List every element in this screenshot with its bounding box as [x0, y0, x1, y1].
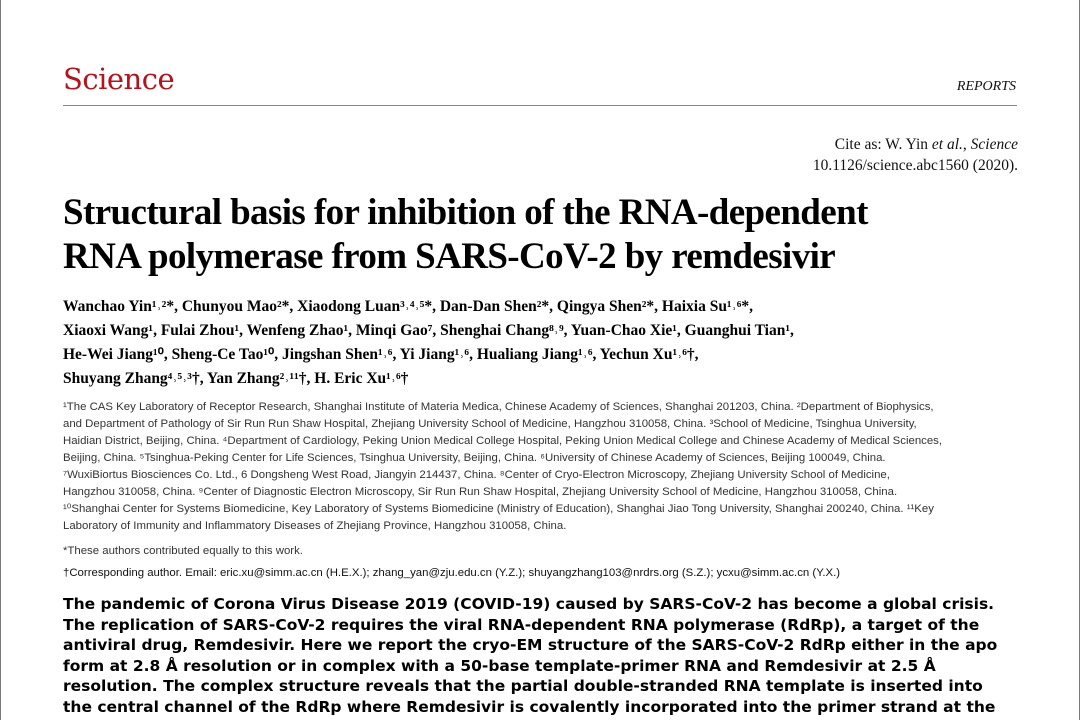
affiliation-line: Beijing, China. ⁵Tsinghua-Peking Center for Life Sciences, Tsinghua University, Beijing, China. ⁶University of Chinese Academy of Sciences, Beijing 100049, China.	[63, 452, 886, 464]
abstract-line: The replication of SARS-CoV-2 requires the viral RNA-dependent RNA polymerase (RdRp), a target of the	[63, 615, 980, 634]
paper-title	[63, 191, 1023, 279]
corresponding-author-note: †Corresponding author. Email: eric.xu@simm.ac.cn (H.E.X.); zhang_yan@zju.edu.cn (Y.Z.); shuyangzhang103@nrdrs.org (S.Z.); ycxu@simm.ac.cn (Y.X.)	[63, 567, 841, 579]
title-line: RNA polymerase from SARS-CoV-2 by remdesivir	[63, 236, 836, 277]
author-list	[63, 295, 1023, 391]
header-rule	[63, 105, 1017, 106]
abstract-line: resolution. The complex structure reveals that the partial double-stranded RNA template is inserted into	[63, 677, 983, 695]
author-line: Shuyang Zhang⁴˒⁵˒³†, Yan Zhang²˒¹¹†, H. Eric Xu¹˒⁶†	[63, 370, 409, 387]
author-line: Xiaoxi Wang¹, Fulai Zhou¹, Wenfeng Zhao¹, Minqi Gao⁷, Shenghai Chang⁸˒⁹, Yuan-Chao Xie¹, Guanghui Tian¹,	[63, 322, 794, 339]
affiliation-line: ¹⁰Shanghai Center for Systems Biomedicine, Key Laboratory of Systems Biomedicine (Ministry of Education), Shanghai Jiao Tong University, Shanghai 200240, China. ¹¹Key	[63, 503, 934, 515]
page-left-edge	[0, 0, 1, 720]
cite-line	[813, 134, 1018, 155]
title-line: Structural basis for inhibition of the RNA-dependent	[63, 192, 868, 233]
cite-comma: ,	[962, 136, 971, 153]
section-label: REPORTS	[956, 79, 1016, 94]
affiliation-line: Hangzhou 310058, China. ⁹Center of Diagnostic Electron Microscopy, Sir Run Run Shaw Hospital, Zhejiang University School of Medicine, Hangzhou 310058, China.	[63, 486, 898, 498]
abstract-line: The pandemic of Corona Virus Disease 2019 (COVID-19) caused by SARS-CoV-2 has become a global crisis.	[63, 595, 995, 613]
cite-journal: Science	[970, 136, 1018, 153]
affiliation-line: ¹The CAS Key Laboratory of Receptor Research, Shanghai Institute of Materia Medica, Chinese Academy of Sciences, Shanghai 201203, China. ²Department of Biophysics,	[63, 401, 934, 413]
journal-logo: Science	[63, 62, 175, 96]
doi-line: 10.1126/science.abc1560 (2020).	[812, 157, 1018, 174]
author-line: Wanchao Yin¹˒²*, Chunyou Mao²*, Xiaodong Luan³˒⁴˒⁵*, Dan-Dan Shen²*, Qingya Shen²*, Haixia Su¹˒⁶*,	[63, 298, 754, 315]
abstract-line: form at 2.8 Å resolution or in complex with a 50-base template-primer RNA and Remdesivir at 2.5 Å	[63, 656, 936, 675]
abstract-line: antiviral drug, Remdesivir. Here we report the cryo-EM structure of the SARS-CoV-2 RdRp either in the apo	[63, 636, 998, 654]
equal-contribution-note: *These authors contributed equally to this work.	[63, 545, 303, 557]
affiliation-line: Haidian District, Beijing, China. ⁴Department of Cardiology, Peking Union Medical College Hospital, Peking Union Medical College and Chinese Academy of Medical Sciences,	[63, 435, 943, 447]
affiliation-line: Laboratory of Immunity and Inflammatory Diseases of Zhejiang Province, Hangzhou 310058, China.	[63, 520, 567, 532]
citation-block	[813, 134, 1018, 176]
affiliations	[63, 399, 1023, 535]
abstract	[63, 594, 1023, 717]
abstract-line: the central channel of the RdRp where Remdesivir is covalently incorporated into the primer strand at the	[63, 697, 996, 716]
affiliation-line: and Department of Pathology of Sir Run Run Shaw Hospital, Zhejiang University School of Medicine, Hangzhou 310058, China. ³School of Medicine, Tsinghua University,	[63, 418, 917, 430]
cite-etal: et al.	[931, 136, 963, 153]
cite-prefix: Cite as: W. Yin	[834, 136, 932, 153]
author-line: He-Wei Jiang¹⁰, Sheng-Ce Tao¹⁰, Jingshan Shen¹˒⁶, Yi Jiang¹˒⁶, Hualiang Jiang¹˒⁶, Yechun Xu¹˒⁶†,	[63, 346, 699, 363]
affiliation-line: ⁷WuxiBiortus Biosciences Co. Ltd., 6 Dongsheng West Road, Jiangyin 214437, China. ⁸Center of Cryo-Electron Microscopy, Zhejiang University School of Medicine,	[63, 469, 890, 481]
